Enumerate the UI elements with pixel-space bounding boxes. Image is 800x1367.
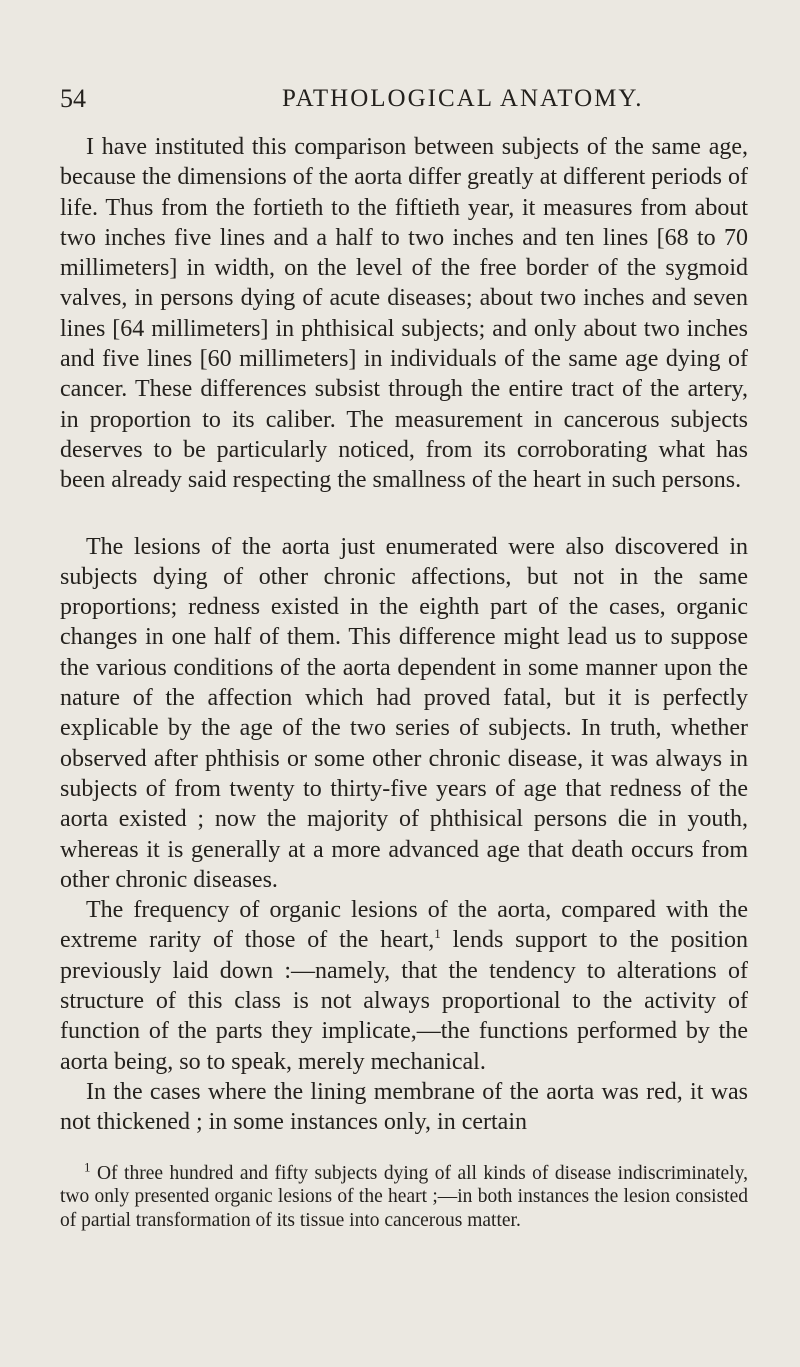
page-number: 54	[60, 84, 86, 113]
page-header	[60, 84, 748, 132]
paragraph: In the cases where the lining membrane of the aorta was red, it was not thickened ; in some instances only, in certain	[60, 1078, 748, 1136]
book-page	[60, 0, 748, 1232]
footnote-text: Of three hundred and fifty subjects dying of all kinds of disease indiscriminately, two only presented organic lesions of the heart ;—in both instances the lesion consisted of partial transformation of its tissue into cancerous matter.	[60, 1162, 748, 1231]
paragraph	[60, 895, 748, 1077]
footnote-mark: 1	[84, 1159, 91, 1174]
paragraph-text: The frequency of organic lesions of the aorta, compared with the extreme rarity of those of the heart,	[60, 897, 748, 954]
footnote	[60, 1159, 748, 1233]
footnote-reference: 1	[434, 926, 441, 942]
running-head: PATHOLOGICAL ANATOMY.	[282, 85, 644, 112]
paragraph: I have instituted this comparison between subjects of the same age, because the dimensions of the aorta differ greatly at different periods of life. Thus from the fortieth to the fiftieth year, it measures from about two inches five lines and a half to two inches and ten lines [68 to 70 millimeters] in width, on the level of the free border of the sygmoid valves, in persons dying of acute diseases; about two inches and seven lines [64 millimeters] in phthisical subjects; and only about two inches and five lines [60 millimeters] in individuals of the same age dying of cancer. These differences subsist through the entire tract of the artery, in proportion to its caliber. The measurement in cancerous subjects deserves to be particularly noticed, from its corroborating what has been already said respecting the smallness of the heart in such persons.	[60, 134, 748, 494]
paragraph-text: lends support to the position previously laid down :—namely, that the tendency to alterations of structure of this class is not always proportional to the activity of function of the parts they implicate,—the functions performed by the aorta being, so to speak, merely mechanical.	[60, 927, 749, 1075]
paragraph: The lesions of the aorta just enumerated were also discovered in subjects dying of other chronic affections, but not in the same proportions; redness existed in the eighth part of the cases, organic changes in one half of them. This difference might lead us to suppose the various conditions of the aorta dependent in some manner upon the nature of the affection which had proved fatal, but it is perfectly explicable by the age of the two series of subjects. In truth, whether observed after phthisis or some other chronic disease, it was always in subjects of from twenty to thirty-five years of age that redness of the aorta existed ; now the majority of phthisical persons die in youth, whereas it is generally at a more advanced age that death occurs from other chronic diseases.	[60, 533, 748, 893]
